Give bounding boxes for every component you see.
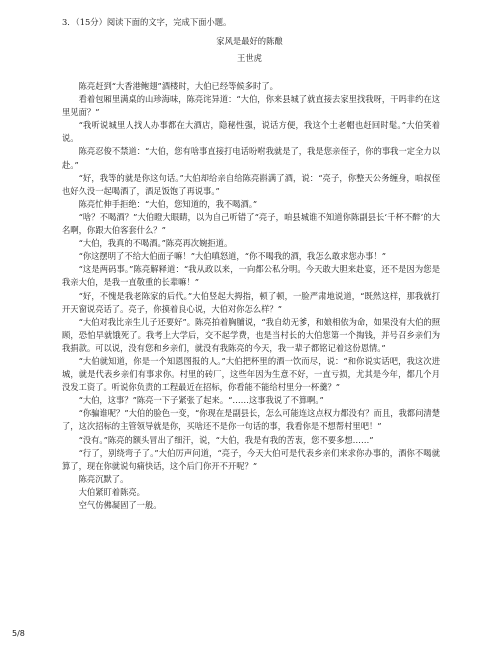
paragraph: “大伯对我比亲生儿子还要好”。陈亮拍着胸脯说，“我自幼无爹，和娘相依为命，如果没有大伯的照顾，恐怕早就饿死了。我考上大学后，交不起学费，也是当村长的大伯您第一个掏钱，并号召乡亲们为我捐款。可以说，没有您和乡亲们，就没有我陈亮的今天，我一辈子都铭记着这份恩情。” [62,316,440,353]
paragraph: “好，不愧是我老陈家的后代。”大伯竖起大拇指，顿了顿，一脸严肃地说道，“既然这样，那我就打开天窗说亮话了。亮子，你摸着良心说，大伯对你怎么样？” [62,290,440,314]
paragraph: 陈亮忍俊不禁道：“大伯，您有啥事直接打电话吩咐我就是了，我是您亲侄子，你的事我一定全力以赴。” [62,146,440,170]
paragraph: 大伯紧盯着陈亮。 [78,486,145,497]
paragraph: “你骗谁呢？”大伯的脸色一变，“你现在是副县长，怎么可能连这点权力都没有？而且，我都问清楚了，这次招标的主管领导就是你，买啥还不是你一句话的事，我看你是不想帮村里吧！” [62,408,440,432]
paragraph: “大伯就知道，你是一个知恩图报的人。”大伯把杯里的酒一饮而尽，说：“和你说实话吧，我这次进城，就是代表乡亲们有事求你。村里的砖厂，这些年因为生意不好，一直亏损，尤其是今年，都几个月没发工资了。听说你负责的工程最近在招标，你看能不能给村里分一杯羹？” [62,355,440,393]
page-number: 5/8 [12,629,25,638]
paragraph: “行了，别绕弯子了。”大伯厉声问道，“亮子，今天大伯可是代表乡亲们来求你办事的，酒你不喝就算了，现在你就说句痛快话，这个后门你开不开呢？” [62,447,440,471]
article-body [62,80,440,512]
paragraph: “大伯，我真的不喝酒。”陈亮再次婉拒道。 [78,238,233,249]
paragraph: 陈亮赶到“大香港鲍翅”酒楼时，大伯已经等候多时了。 [78,81,278,91]
paragraph: “啥？不喝酒？”大伯瞪大眼睛，以为自己听错了“亮子，咱县城谁不知道你陈副县长‘千杯不醉’的大名啊，你跟大伯客套什么？” [62,211,440,236]
question-header: 3．（15分）阅读下面的文字，完成下面小题。 [62,17,232,27]
paragraph: 看着包厢里满桌的山珍海味，陈亮诧异道：“大伯，你来县城了就直接去家里找我呀，干吗非约在这里见面？” [62,94,440,118]
paragraph: “我听说城里人找人办事都在大酒店，隐秘性强，说话方便，我这个土老帽也赶回时髦。”大伯笑着说。 [62,120,440,144]
paragraph: “大伯，这事？”陈亮一下子紧张了起来。“……这事我说了不算啊。” [78,395,324,406]
paragraph: “好，我等的就是你这句话。”大伯却给亲自给陈亮斟满了酒，说：“亮子，你整天公务缠身，咱叔侄也好久没一起喝酒了，酒足饭饱了再说事。” [62,172,440,196]
article-author: 王世虎 [237,53,262,63]
paragraph: 空气仿佛凝固了一般。 [78,500,162,510]
paragraph: 陈亮忙伸手拒绝：“大伯，您知道的，我不喝酒。” [78,198,258,209]
paragraph: “没有。”陈亮的额头冒出了细汗，说，“大伯，我是有我的苦衷，您不要多想……” [78,434,374,445]
paragraph: “这是两码事。”陈亮解释道：“我从政以来，一向都公私分明。今天敢大胆来赴宴，还不是因为您是我亲大伯，是我一直敬重的长辈嘛！” [62,264,440,288]
paragraph: 陈亮沉默了。 [78,473,129,484]
article-title: 家风是最好的陈酿 [216,36,283,46]
paragraph: “你这摆明了不给大伯面子嘛！”大伯嗔怒道，“你不喝我的酒，我怎么敢求您办事！” [78,251,386,262]
